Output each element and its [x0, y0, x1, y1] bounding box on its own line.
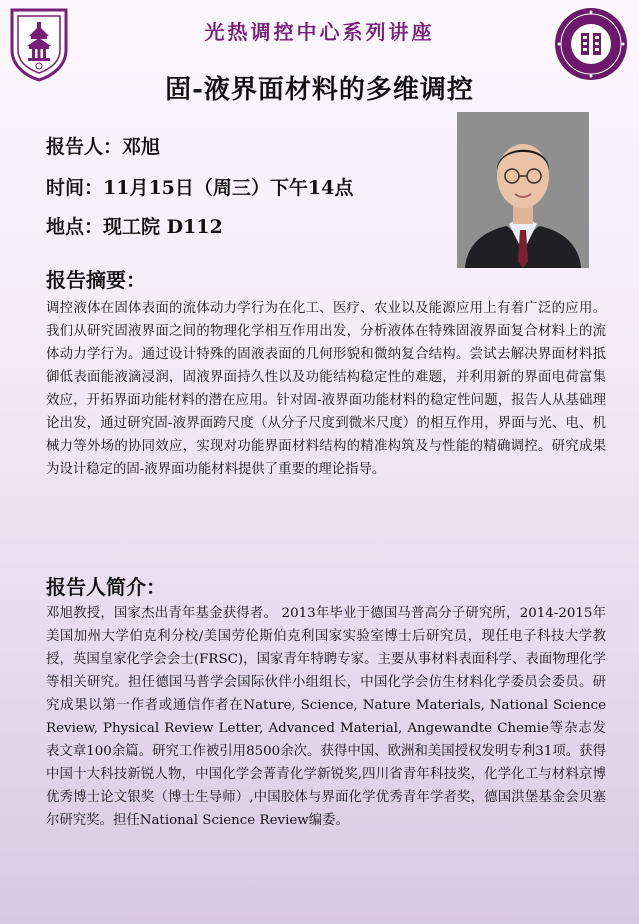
speaker-line: 报告人：邓旭 [46, 136, 161, 158]
speaker-portrait-icon [457, 112, 589, 268]
abstract-text: 调控液体在固体表面的流体动力学行为在化工、医疗、农业以及能源应用上有着广泛的应用。我们从研究固液界面之间的物理化学相互作用出发，分析液体在特殊固液界面复合材料上的流体动力学行为。通过设计特殊的固液表面的几何形貌和微纳复合结构。尝试去解决界面材料抵御低表面能液滴浸润，固液界面持久性以及功能结构稳定性的难题，并利用新的界面电荷富集效应，开拓界面功能材料的潜在应用。针对固-液界面功能材料的稳定性问题，报告人从基础理论出发，通过研究固-液界面跨尺度（从分子尺度到微米尺度）的相互作用，界面与光、电、机械力等外场的协同效应，实现对功能界面材料结构的精准构筑及与性能的精确调控。研究成果为设计稳定的固-液界面功能材料提供了重要的理论指导。 [46, 301, 606, 477]
bio-heading: 报告人简介： [46, 575, 166, 599]
time-line: 时间：11月15日（周三）下午14点 [46, 177, 354, 199]
location-line: 地点：现工院 D112 [46, 216, 223, 238]
abstract-heading: 报告摘要： [46, 268, 146, 292]
talk-title: 固-液界面材料的多维调控 [165, 75, 474, 105]
series-title: 光热调控中心系列讲座 [204, 20, 435, 44]
bio-text: 邓旭教授，国家杰出青年基金获得者。 2013年毕业于德国马普高分子研究所，2014-2015年美国加州大学伯克利分校/美国劳伦斯伯克利国家实验室博士后研究员，现任电子科技大学教授，英国皇家化学会会士(FRSC)，国家青年特聘专家。主要从事材料表面科学、表面物理化学等相关研究。担任德国马普学会国际伙伴小组组长，中国化学会仿生材料化学委员会委员。研究成果以第一作者或通信作者在Nature, Science, Nature Materials, National Science Review, Physical Review Letter, Advanced Material, Angewandte Chemie等杂志发表文章100余篇。研究工作被引用8500余次。获得中国、欧洲和美国授权发明专利31项。获得中国十大科技新锐人物，中国化学会菁青化学新锐奖,四川省青年科技奖，化学化工与材料京博优秀博士论文银奖（博士生导师）,中国胶体与界面化学优秀青年学者奖，德国洪堡基金会贝塞尔研究奖。担任National Science Review编委。 [46, 606, 606, 828]
